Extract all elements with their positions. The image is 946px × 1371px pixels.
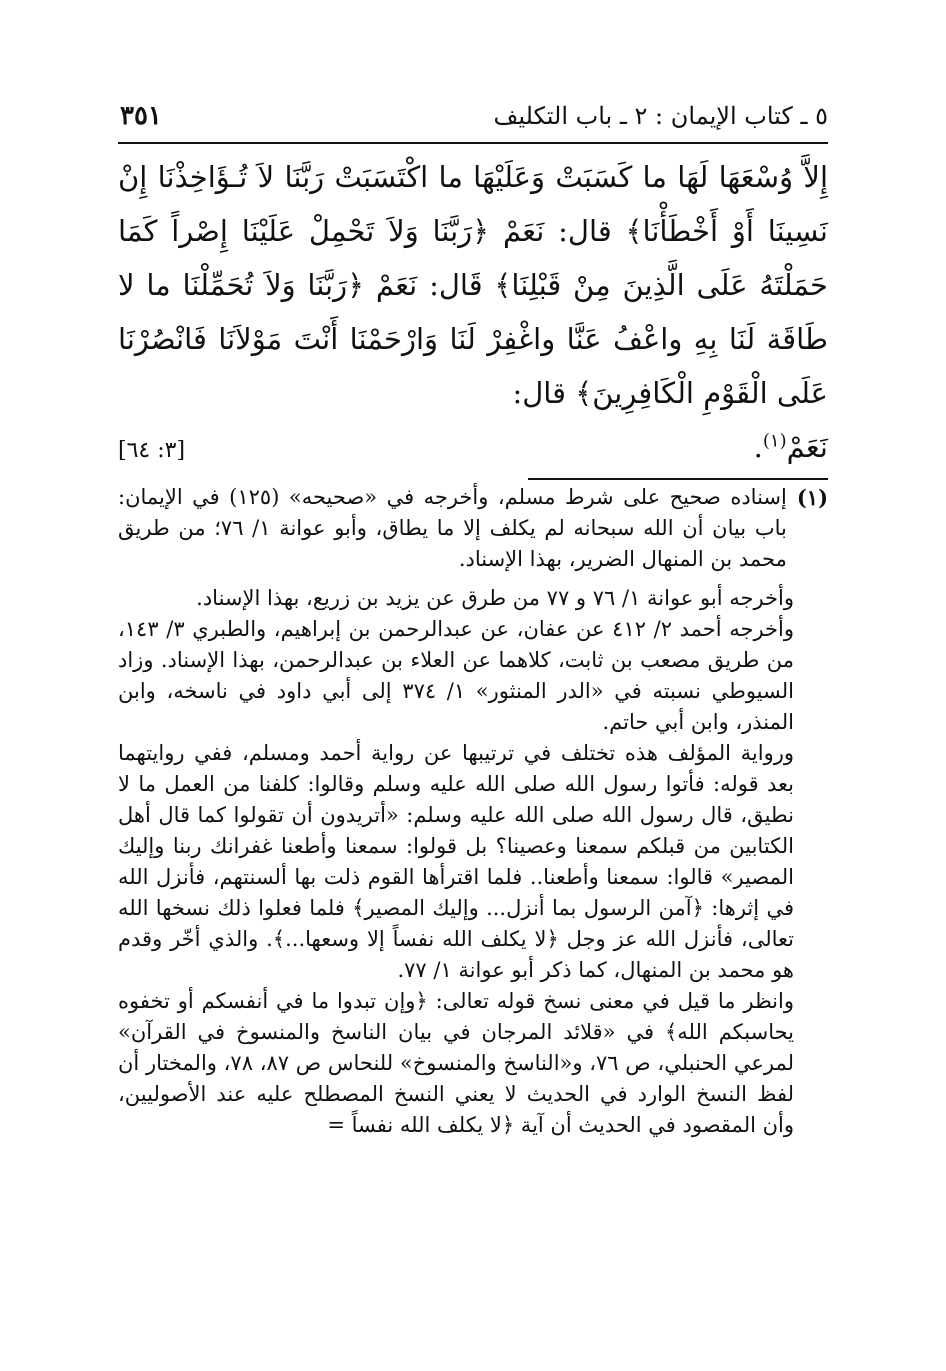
main-text: [118, 150, 828, 478]
footnote-paragraph: وأخرجه أحمد ٢/ ٤١٢ عن عفان، عن عبدالرحمن بن إبراهيم، والطبري ٣/ ١٤٣، من طريق مصعب بن ثابت، كلاهما عن العلاء بن عبدالرحمن، بهذا الإسناد. وزاد السيوطي نسبته في «الدر المنثور» ١/ ٣٧٤ إلى أبي داود في ناسخه، وابن المنذر، وابن أبي حاتم.: [118, 617, 794, 734]
page-header: [120, 96, 828, 136]
header-rule: [118, 142, 828, 144]
hadith-text: إِلاَّ وُسْعَهَا لَهَا ما كَسَبَتْ وَعَلَيْهَا ما اكْتَسَبَتْ رَبَّنَا لاَ تُـؤَاخِذْنَا إِنْ نَسِينَا أَوْ أَخْطَأْنَا﴾ قال: نَعَمْ ﴿رَبَّنَا وَلاَ تَحْمِلْ عَلَيْنَا إِصْراً كَمَا حَمَلْتَهُ عَلَى الَّذِينَ مِنْ قَبْلِنَا﴾ قَال: نَعَمْ ﴿رَبَّنَا وَلاَ تُحَمِّلْنَا ما لا طَاقَة لَنَا بِهِ واعْفُ عَنَّا واغْفِرْ لَنَا وَارْحَمْنَا أَنْتَ مَوْلاَنَا فَانْصُرْنَا عَلَى الْقَوْمِ الْكَافِرِينَ﴾ قال:: [118, 160, 828, 410]
footnotes: [118, 482, 828, 1141]
footnote-separator: [528, 478, 828, 480]
closing-line: [118, 420, 828, 478]
footnote-paragraph: وانظر ما قيل في معنى نسخ قوله تعالى: ﴿وإن تبدوا ما في أنفسكم أو تخفوه يحاسبكم الله﴾ في «قلائد المرجان في بيان الناسخ والمنسوخ في القرآن» لمرعي الحنبلي، ص ٧٦، و«الناسخ والمنسوخ» للنحاس ص ٨٧، ٧٨، والمختار أن لفظ النسخ الوارد في الحديث لا يعني النسخ المصطلح عليه عند الأصوليين، وأن المقصود في الحديث أن آية ﴿لا يكلف الله نفساً =: [118, 989, 794, 1137]
reference-citation: [٣: ٦٤]: [118, 438, 186, 463]
closing-phrase: [754, 420, 828, 474]
footnote-paragraph: إسناده صحيح على شرط مسلم، وأخرجه في «صحيحه» (١٢٥) في الإيمان: باب بيان أن الله سبحانه لم يكلف إلا ما يطاق، وأبو عوانة ١/ ٧٦؛ من طريق محمد بن المنهال الضرير، بهذا الإسناد.: [118, 485, 787, 571]
closing-period: .: [753, 430, 763, 464]
footnote-mark: (١): [762, 430, 787, 452]
closing-word: نَعَمْ: [786, 430, 828, 464]
footnote-1: [118, 482, 828, 575]
running-head: ٥ ـ كتاب الإيمان : ٢ ـ باب التكليف: [493, 102, 828, 130]
page-number: ٣٥١: [120, 101, 162, 131]
footnote-number: (١): [796, 485, 828, 510]
footnote-paragraph: وأخرجه أبو عوانة ١/ ٧٦ و ٧٧ من طرق عن يزيد بن زريع، بهذا الإسناد.: [196, 586, 794, 610]
footnote-paragraph: ورواية المؤلف هذه تختلف في ترتيبها عن رواية أحمد ومسلم، ففي روايتهما بعد قوله: فأتوا رسول الله صلى الله عليه وسلم وقالوا: كلفنا من العمل ما لا نطيق، قال رسول الله صلى الله عليه وسلم: «أتريدون أن تقولوا كما قال أهل الكتابين من قبلكم سمعنا وعصينا؟ بل قولوا: سمعنا وأطعنا غفرانك ربنا وإليك المصير» قالوا: سمعنا وأطعنا.. فلما اقترأها القوم ذلت بها ألسنتهم، فأنزل الله في إثرها: ﴿آمن الرسول بما أنزل... وإليك المصير﴾ فلما فعلوا ذلك نسخها الله تعالى، فأنزل الله عز وجل ﴿لا يكلف الله نفساً إلا وسعها...﴾. والذي أخّر وقدم هو محمد بن المنهال، كما ذكر أبو عوانة ١/ ٧٧.: [118, 741, 794, 982]
